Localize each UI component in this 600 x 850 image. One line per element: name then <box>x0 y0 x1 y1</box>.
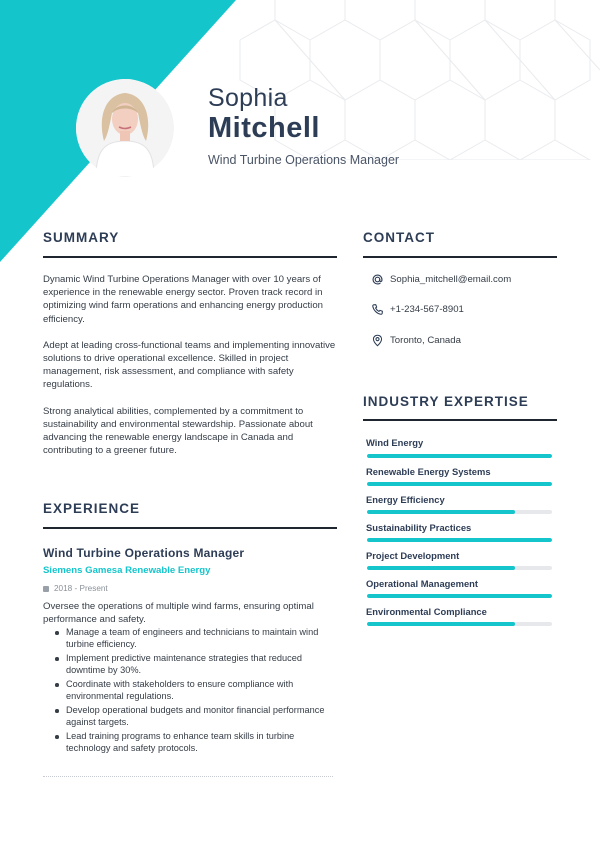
calendar-icon <box>43 586 49 592</box>
skill-bar-fill <box>367 510 515 514</box>
job-title: Wind Turbine Operations Manager <box>208 153 400 167</box>
summary-text <box>43 273 339 470</box>
summary-paragraph: Dynamic Wind Turbine Operations Manager with over 10 years of experience in the renewable energy sector. Proven track record in optimizing wind farm operations and enhancing energy production efficiency. <box>43 274 323 325</box>
skill-bar <box>367 538 552 542</box>
contact-phone[interactable] <box>371 303 464 316</box>
contact-phone-text: +1-234-567-8901 <box>390 304 464 315</box>
summary-heading: SUMMARY <box>43 230 120 245</box>
summary-rule <box>43 256 337 258</box>
list-item: Implement predictive maintenance strategies that reduced downtime by 30%. <box>54 652 338 676</box>
skill-bar-fill <box>367 594 552 598</box>
list-item: Manage a team of engineers and technicians to maintain wind turbine efficiency. <box>54 626 338 650</box>
skill-label: Environmental Compliance <box>366 606 487 617</box>
job-description: Oversee the operations of multiple wind farms, ensuring optimal performance and safety. <box>43 601 314 625</box>
list-item: Lead training programs to enhance team skills in turbine technology and safety protocols. <box>54 730 338 754</box>
job-bullets <box>54 626 338 756</box>
expertise-rule <box>363 419 557 421</box>
skill-bar <box>367 510 552 514</box>
at-icon <box>371 273 384 286</box>
experience-rule <box>43 527 337 529</box>
job-role: Wind Turbine Operations Manager <box>43 546 245 560</box>
job-dates <box>43 584 108 593</box>
last-name: Mitchell <box>208 112 320 144</box>
skill-bar <box>367 566 552 570</box>
contact-email-text: Sophia_mitchell@email.com <box>390 274 512 285</box>
skill-bar <box>367 454 552 458</box>
skill-label: Project Development <box>366 550 460 561</box>
avatar <box>76 79 174 177</box>
location-pin-icon <box>371 334 384 347</box>
skill-bar-fill <box>367 566 515 570</box>
job-company: Siemens Gamesa Renewable Energy <box>43 565 211 576</box>
phone-icon <box>371 303 384 316</box>
contact-email[interactable] <box>371 273 511 286</box>
skill-label: Energy Efficiency <box>366 494 445 505</box>
skill-label: Operational Management <box>366 578 479 589</box>
first-name: Sophia <box>208 84 288 112</box>
list-item: Coordinate with stakeholders to ensure compliance with environmental regulations. <box>54 678 338 702</box>
dotted-divider <box>43 776 333 777</box>
expertise-heading: INDUSTRY EXPERTISE <box>363 394 529 409</box>
skill-bar <box>367 622 552 626</box>
contact-heading: CONTACT <box>363 230 435 245</box>
skill-label: Wind Energy <box>366 437 424 448</box>
contact-location-text: Toronto, Canada <box>390 335 461 346</box>
skill-label: Sustainability Practices <box>366 522 472 533</box>
skill-bar-fill <box>367 538 552 542</box>
summary-paragraph: Strong analytical abilities, complemented by a commitment to sustainability and environmental stewardship. Passionate about advancing the renewable energy landscape in Canada and contributing to a greener future. <box>43 405 313 457</box>
contact-rule <box>363 256 557 258</box>
skill-bar-fill <box>367 482 552 486</box>
skill-bar <box>367 594 552 598</box>
contact-location <box>371 334 461 347</box>
summary-paragraph: Adept at leading cross-functional teams and implementing innovative solutions to drive operational excellence. Skilled in project management, risk assessment, and compliance with safety regulations. <box>43 339 336 391</box>
job-dates-text: 2018 - Present <box>54 584 108 593</box>
skill-bar-fill <box>367 454 552 458</box>
skill-bar <box>367 482 552 486</box>
name-block <box>208 84 399 167</box>
list-item: Develop operational budgets and monitor financial performance against targets. <box>54 704 338 728</box>
skill-bar-fill <box>367 622 515 626</box>
skill-label: Renewable Energy Systems <box>366 466 491 477</box>
experience-heading: EXPERIENCE <box>43 501 141 516</box>
